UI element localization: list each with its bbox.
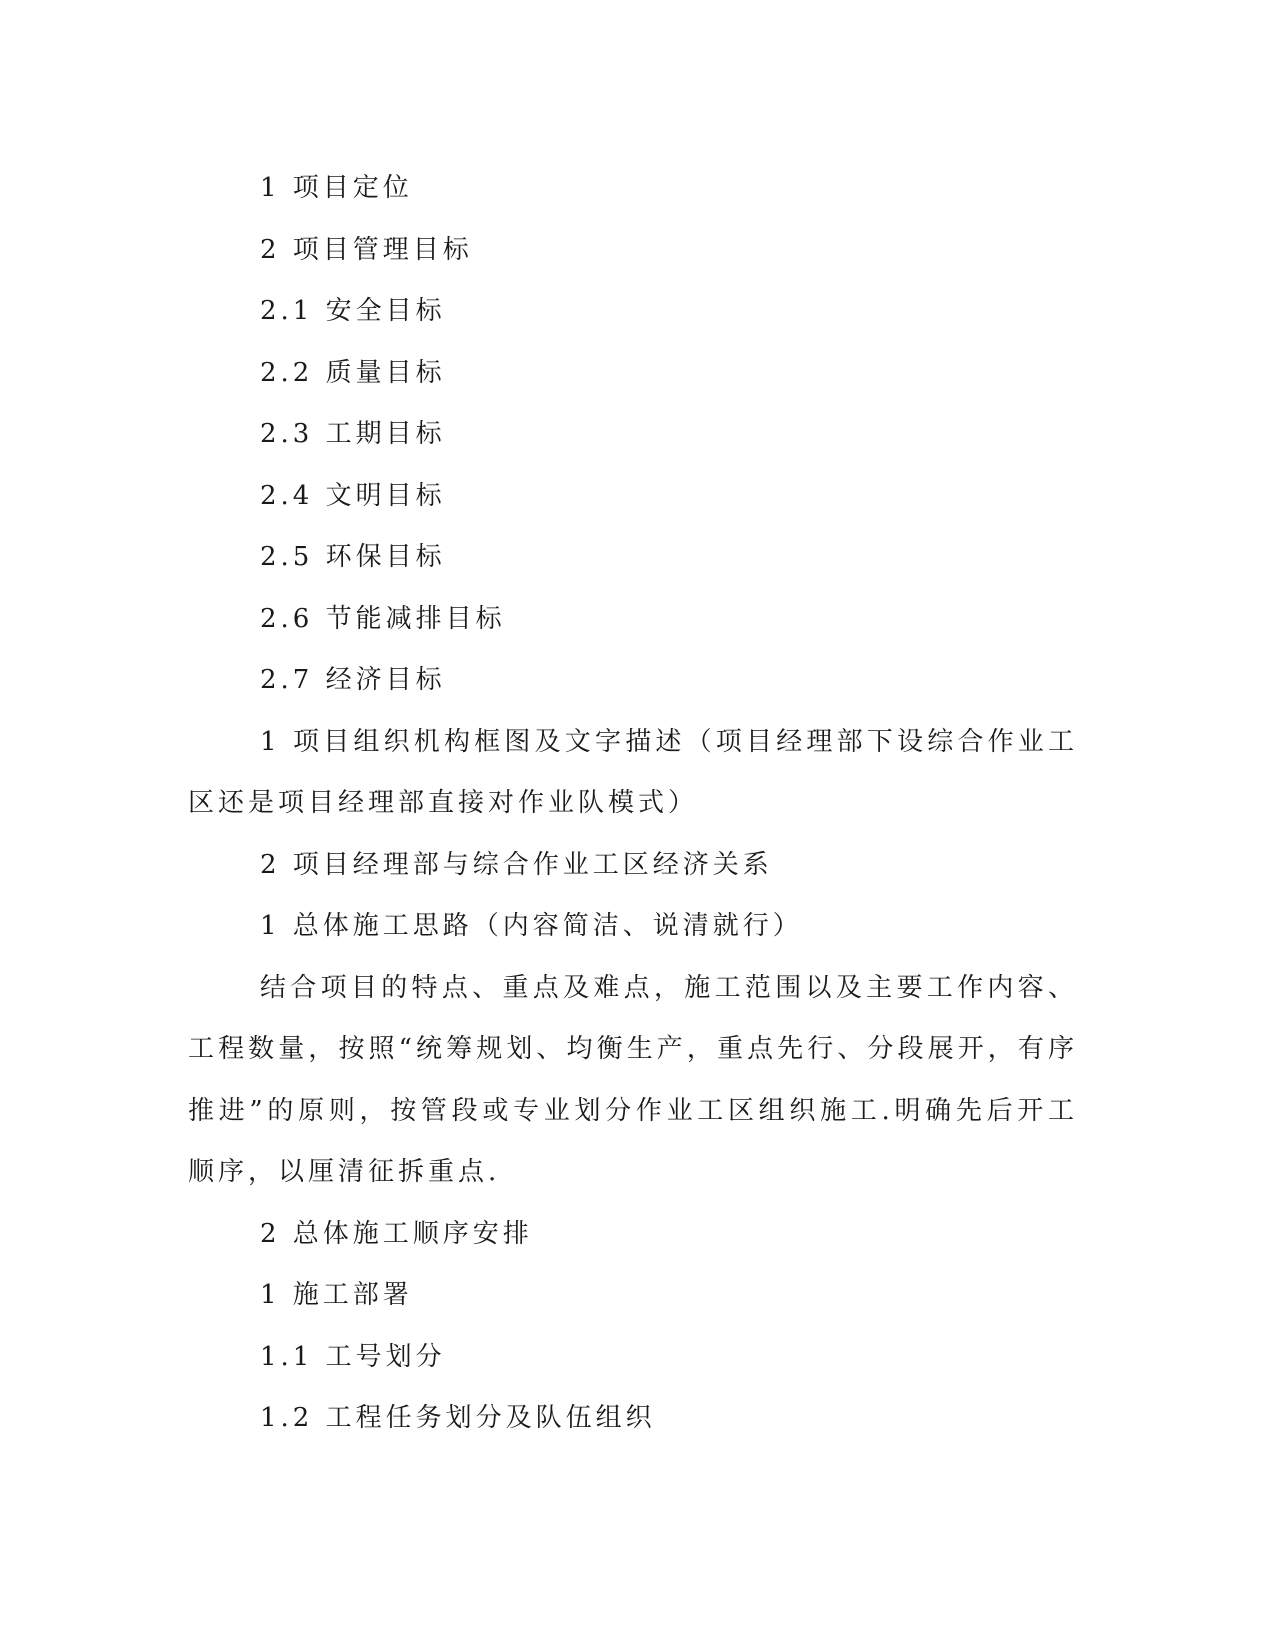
heading-schedule-goal: 2.3 工期目标	[260, 419, 446, 449]
heading-management-goals: 2 项目管理目标	[260, 234, 473, 265]
paragraph-org-structure: 1 项目组织机构框图及文字描述（项目经理部下设综合作业工区还是项目经理部直接对作业队模式）	[188, 726, 1078, 818]
heading-environment-goal: 2.5 环保目标	[260, 542, 446, 572]
heading-construction-sequence: 2 总体施工顺序安排	[260, 1218, 533, 1249]
heading-project-positioning: 1 项目定位	[260, 173, 413, 203]
heading-task-division-team-org: 1.2 工程任务划分及队伍组织	[260, 1403, 656, 1433]
heading-construction-deployment: 1 施工部署	[260, 1280, 413, 1310]
heading-energy-saving-goal: 2.6 节能减排目标	[260, 603, 506, 634]
heading-work-number-division: 1.1 工号划分	[260, 1341, 446, 1372]
heading-economic-relation: 2 项目经理部与综合作业工区经济关系	[260, 849, 773, 880]
heading-economic-goal: 2.7 经济目标	[260, 665, 446, 695]
heading-civility-goal: 2.4 文明目标	[260, 480, 446, 511]
heading-safety-goal: 2.1 安全目标	[260, 296, 446, 326]
heading-overall-construction-idea: 1 总体施工思路（内容简洁、说清就行）	[260, 911, 803, 941]
heading-quality-goal: 2.2 质量目标	[260, 357, 446, 388]
document-body	[188, 158, 1078, 1450]
paragraph-construction-principle: 结合项目的特点、重点及难点，施工范围以及主要工作内容、工程数量，按照“统筹规划、均衡生产，重点先行、分段展开，有序推进”的原则，按管段或专业划分作业工区组织施工.明确先后开工顺序，以厘清征拆重点.	[188, 972, 1078, 1187]
